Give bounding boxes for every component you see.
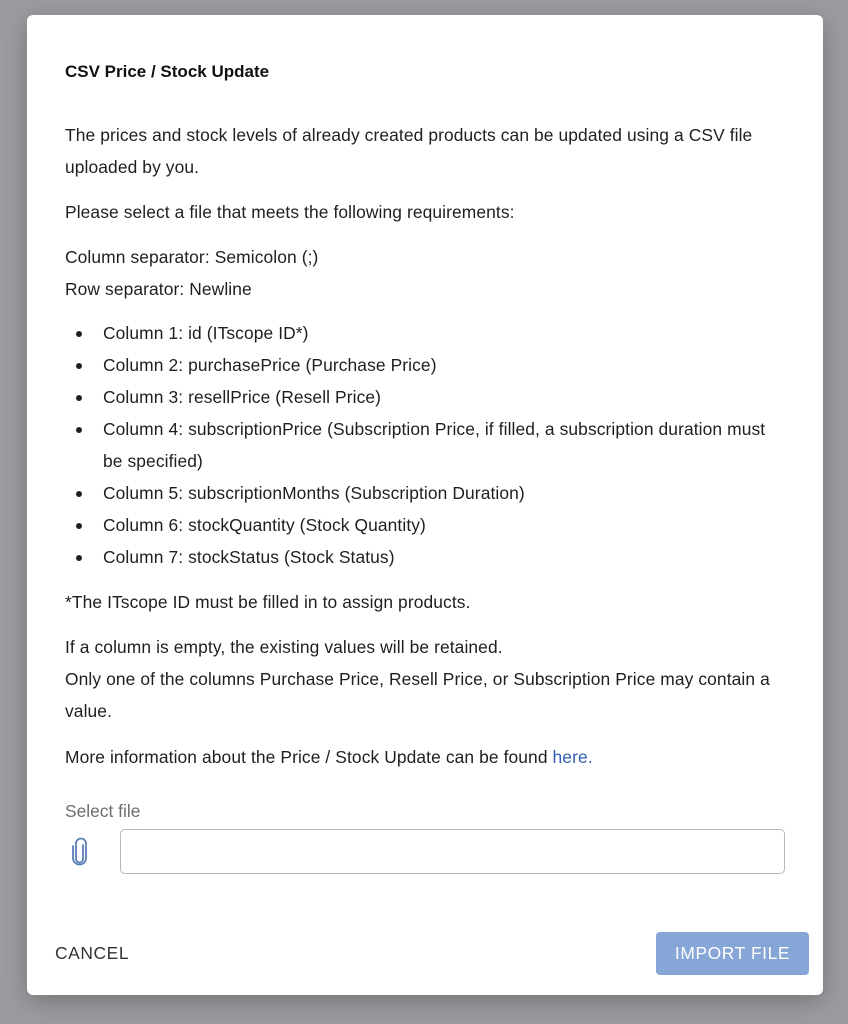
paperclip-icon[interactable] [69, 837, 91, 869]
list-item: Column 7: stockStatus (Stock Status) [65, 541, 785, 573]
column-separator-text: Column separator: Semicolon (;) [65, 247, 319, 267]
list-item: Column 3: resellPrice (Resell Price) [65, 381, 785, 413]
row-separator-text: Row separator: Newline [65, 279, 252, 299]
select-prompt-text: Please select a file that meets the following requirements: [65, 202, 515, 222]
csv-update-dialog [27, 15, 823, 995]
list-item: Column 5: subscriptionMonths (Subscription Duration) [65, 477, 785, 509]
list-item: Column 1: id (ITscope ID*) [65, 317, 785, 349]
list-item: Column 2: purchasePrice (Purchase Price) [65, 349, 785, 381]
list-item: Column 6: stockQuantity (Stock Quantity) [65, 509, 785, 541]
import-file-button[interactable]: IMPORT FILE [656, 932, 809, 975]
footnote-text: *The ITscope ID must be filled in to assign products. [65, 592, 471, 612]
dialog-title: CSV Price / Stock Update [65, 62, 270, 81]
cancel-button[interactable]: CANCEL [41, 933, 143, 973]
column-requirements-list [65, 317, 785, 573]
select-file-label: Select file [65, 801, 141, 821]
single-value-note: Only one of the columns Purchase Price, Resell Price, or Subscription Price may contain a value. [65, 669, 770, 721]
intro-text: The prices and stock levels of already created products can be updated using a CSV file uploaded by you. [65, 125, 753, 177]
more-info-text [65, 741, 785, 773]
dialog-content [65, 119, 785, 773]
empty-column-note: If a column is empty, the existing values will be retained. [65, 637, 503, 657]
more-info-label: More information about the Price / Stock Update can be found [65, 747, 553, 767]
list-item: Column 4: subscriptionPrice (Subscription Price, if filled, a subscription duration must be specified) [65, 413, 785, 477]
file-input[interactable] [120, 829, 785, 874]
more-info-link[interactable]: here. [552, 747, 593, 767]
